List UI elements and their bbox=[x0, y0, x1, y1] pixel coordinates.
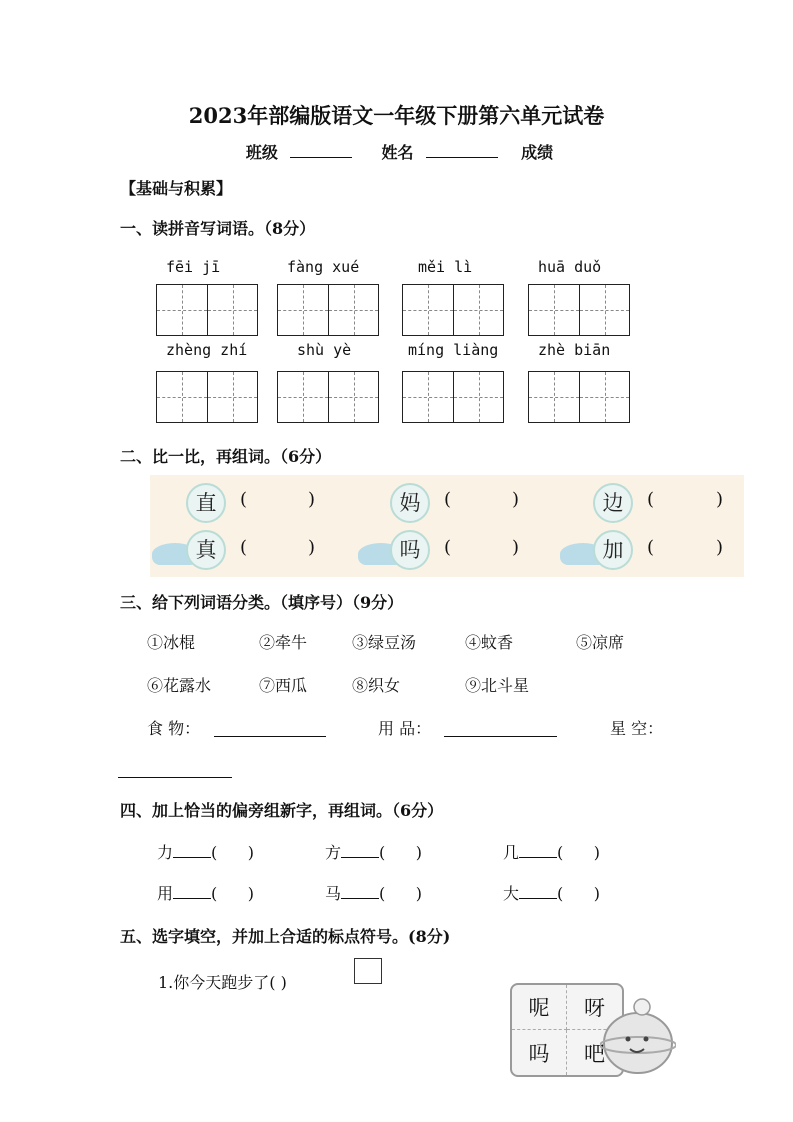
punctuation-box[interactable] bbox=[354, 958, 382, 984]
compare-panel bbox=[150, 475, 744, 577]
section-heading: 【基础与积累】 bbox=[120, 179, 233, 198]
char-bubble: 吗 bbox=[390, 530, 430, 570]
word-item: ⑥花露水 bbox=[147, 676, 212, 695]
choice-char: 吗 bbox=[512, 1030, 567, 1075]
name-blank[interactable] bbox=[426, 143, 498, 158]
base-char: 用 bbox=[157, 884, 174, 903]
word-item: ⑨北斗星 bbox=[465, 676, 530, 695]
base-char: 力 bbox=[157, 843, 174, 862]
writing-grid-6[interactable] bbox=[277, 371, 379, 423]
paren-open: ( bbox=[240, 489, 248, 510]
radical-item bbox=[325, 840, 422, 863]
radical-item bbox=[157, 881, 254, 904]
writing-grid-2[interactable] bbox=[277, 284, 379, 336]
word-item: ②牵牛 bbox=[259, 633, 308, 652]
category-goods-label: 用 品： bbox=[378, 719, 432, 738]
pinyin-2: fàng xué bbox=[287, 258, 360, 276]
writing-grid-1[interactable] bbox=[156, 284, 258, 336]
category-food-blank[interactable] bbox=[214, 716, 326, 737]
word-item: ⑧织女 bbox=[352, 676, 401, 695]
radical-blank[interactable] bbox=[341, 843, 379, 858]
radical-blank[interactable] bbox=[173, 843, 211, 858]
char-bubble: 直 bbox=[186, 483, 226, 523]
pinyin-6: shù yè bbox=[297, 341, 352, 359]
char-bubble: 加 bbox=[593, 530, 633, 570]
name-label: 姓名 bbox=[381, 143, 414, 162]
category-sky-label: 星 空： bbox=[610, 719, 664, 738]
base-char: 大 bbox=[503, 884, 520, 903]
char-bubble: 真 bbox=[186, 530, 226, 570]
writing-grid-3[interactable] bbox=[402, 284, 504, 336]
q4-title: 四、加上恰当的偏旁组新字，再组词。（6分） bbox=[120, 801, 444, 820]
choice-char: 呀 bbox=[567, 985, 622, 1030]
choice-char: 吧 bbox=[584, 1041, 605, 1066]
radical-item bbox=[157, 840, 254, 863]
radical-item bbox=[325, 881, 422, 904]
paren-open: ( bbox=[647, 489, 655, 510]
paren-close: ) bbox=[716, 537, 724, 558]
paren-close: ) bbox=[308, 537, 316, 558]
word-paren[interactable]: ( ) bbox=[557, 843, 601, 862]
paren-close: ) bbox=[716, 489, 724, 510]
category-sky-blank[interactable] bbox=[118, 757, 232, 778]
paren-close: ) bbox=[512, 489, 520, 510]
paren-close: ) bbox=[512, 537, 520, 558]
radical-blank[interactable] bbox=[519, 843, 557, 858]
score-label: 成绩 bbox=[521, 143, 554, 162]
pinyin-1: fēi jī bbox=[166, 258, 221, 276]
planet-illustration bbox=[600, 995, 676, 1077]
q1-title: 一、读拼音写词语。（8分） bbox=[120, 219, 316, 238]
pinyin-3: měi lì bbox=[418, 258, 473, 276]
base-char: 马 bbox=[325, 884, 342, 903]
q5-title: 五、选字填空，并加上合适的标点符号。(8分) bbox=[120, 927, 451, 946]
word-paren[interactable]: ( ) bbox=[211, 884, 255, 903]
word-item: ④蚊香 bbox=[465, 633, 514, 652]
category-goods-blank[interactable] bbox=[444, 716, 557, 737]
char-bubble: 边 bbox=[593, 483, 633, 523]
paren-open: ( bbox=[444, 489, 452, 510]
base-char: 方 bbox=[325, 843, 342, 862]
writing-grid-5[interactable] bbox=[156, 371, 258, 423]
paren-open: ( bbox=[444, 537, 452, 558]
writing-grid-4[interactable] bbox=[528, 284, 630, 336]
writing-grid-7[interactable] bbox=[402, 371, 504, 423]
radical-blank[interactable] bbox=[341, 884, 379, 899]
paren-close: ) bbox=[308, 489, 316, 510]
class-label: 班级 bbox=[245, 143, 278, 162]
word-paren[interactable]: ( ) bbox=[379, 843, 423, 862]
char-bubble: 妈 bbox=[390, 483, 430, 523]
radical-blank[interactable] bbox=[173, 884, 211, 899]
sentence-1: 1.你今天跑步了( ) bbox=[158, 973, 287, 992]
q3-title: 三、给下列词语分类。（填序号）（9分） bbox=[120, 593, 404, 612]
word-item: ③绿豆汤 bbox=[352, 633, 417, 652]
word-paren[interactable]: ( ) bbox=[557, 884, 601, 903]
word-paren[interactable]: ( ) bbox=[379, 884, 423, 903]
pinyin-4: huā duǒ bbox=[538, 258, 602, 276]
student-info bbox=[0, 140, 793, 163]
pinyin-7: míng liàng bbox=[408, 341, 499, 359]
writing-grid-8[interactable] bbox=[528, 371, 630, 423]
word-item: ①冰棍 bbox=[147, 633, 196, 652]
radical-blank[interactable] bbox=[519, 884, 557, 899]
base-char: 几 bbox=[503, 843, 520, 862]
word-item: ⑤凉席 bbox=[576, 633, 625, 652]
pinyin-5: zhèng zhí bbox=[166, 341, 248, 359]
q2-title: 二、比一比，再组词。（6分） bbox=[120, 447, 332, 466]
paren-open: ( bbox=[240, 537, 248, 558]
page-title: 2023年部编版语文一年级下册第六单元试卷 bbox=[188, 103, 605, 128]
word-paren[interactable]: ( ) bbox=[211, 843, 255, 862]
pinyin-8: zhè biān bbox=[538, 341, 611, 359]
radical-item bbox=[503, 840, 600, 863]
word-item: ⑦西瓜 bbox=[259, 676, 308, 695]
class-blank[interactable] bbox=[290, 143, 352, 158]
radical-item bbox=[503, 881, 600, 904]
category-food-label: 食 物： bbox=[147, 719, 201, 738]
choice-char: 呢 bbox=[512, 985, 567, 1030]
paren-open: ( bbox=[647, 537, 655, 558]
